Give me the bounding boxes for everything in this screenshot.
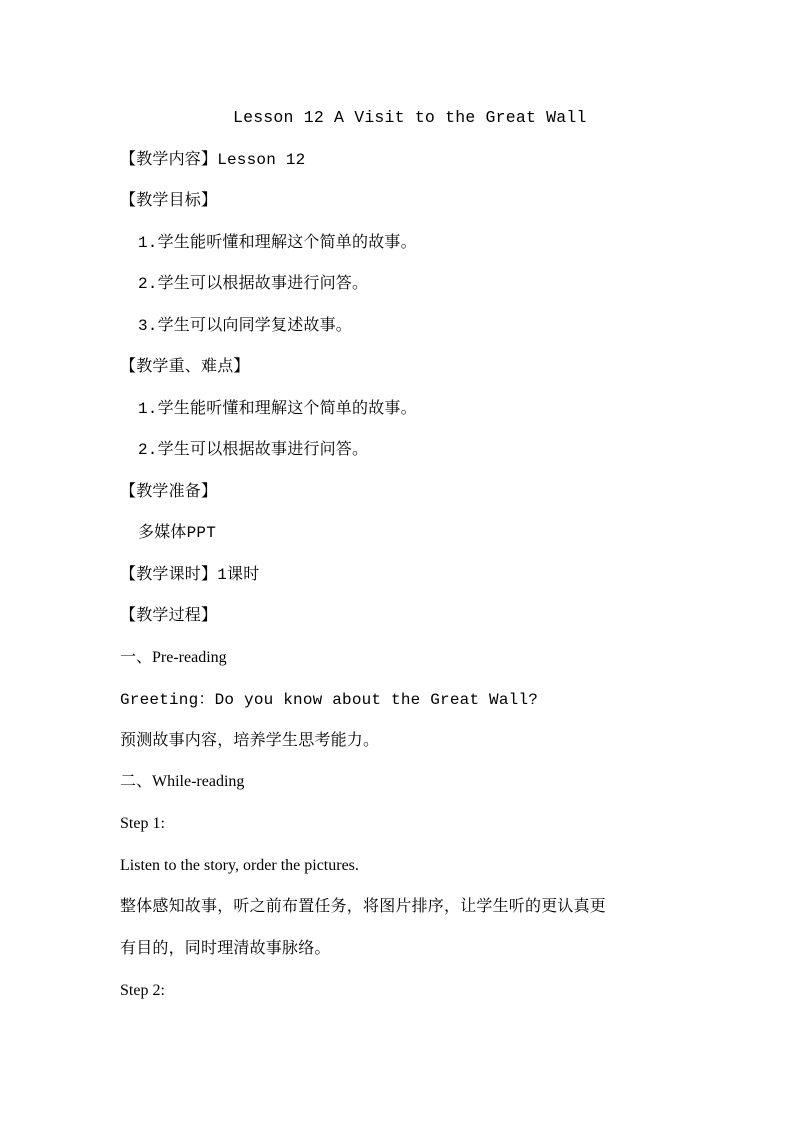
process-heading: 【教学过程】 <box>120 607 218 625</box>
step-1-note: 整体感知故事，听之前布置任务，将图片排序，让学生听的更认真更 <box>120 898 607 916</box>
key-point-item: 1.学生能听懂和理解这个简单的故事。 <box>138 400 417 418</box>
objective-item: 3.学生可以向同学复述故事。 <box>138 317 353 335</box>
greeting-line: Greeting：Do you know about the Great Wall? <box>120 691 539 709</box>
teaching-content-line: 【教学内容】Lesson 12 <box>120 151 306 169</box>
predict-line: 预测故事内容，培养学生思考能力。 <box>120 732 380 750</box>
key-points-heading: 【教学重、难点】 <box>120 358 250 376</box>
objectives-heading: 【教学目标】 <box>120 192 218 210</box>
section-while-reading: 二、While-reading <box>120 773 245 790</box>
step-1-heading: Step 1: <box>120 815 165 832</box>
step-1-note: 有目的，同时理清故事脉络。 <box>120 940 331 958</box>
document-title: Lesson 12 A Visit to the Great Wall <box>233 108 587 127</box>
key-point-item: 2.学生可以根据故事进行问答。 <box>138 441 369 459</box>
preparation-item: 多媒体PPT <box>138 524 217 542</box>
step-2-heading: Step 2: <box>120 982 165 999</box>
objective-item: 1.学生能听懂和理解这个简单的故事。 <box>138 234 417 252</box>
objective-item: 2.学生可以根据故事进行问答。 <box>138 275 369 293</box>
step-1-task: Listen to the story, order the pictures. <box>120 857 359 874</box>
class-hours-line: 【教学课时】1课时 <box>120 566 260 584</box>
section-pre-reading: 一、Pre-reading <box>120 649 227 666</box>
preparation-heading: 【教学准备】 <box>120 483 218 501</box>
